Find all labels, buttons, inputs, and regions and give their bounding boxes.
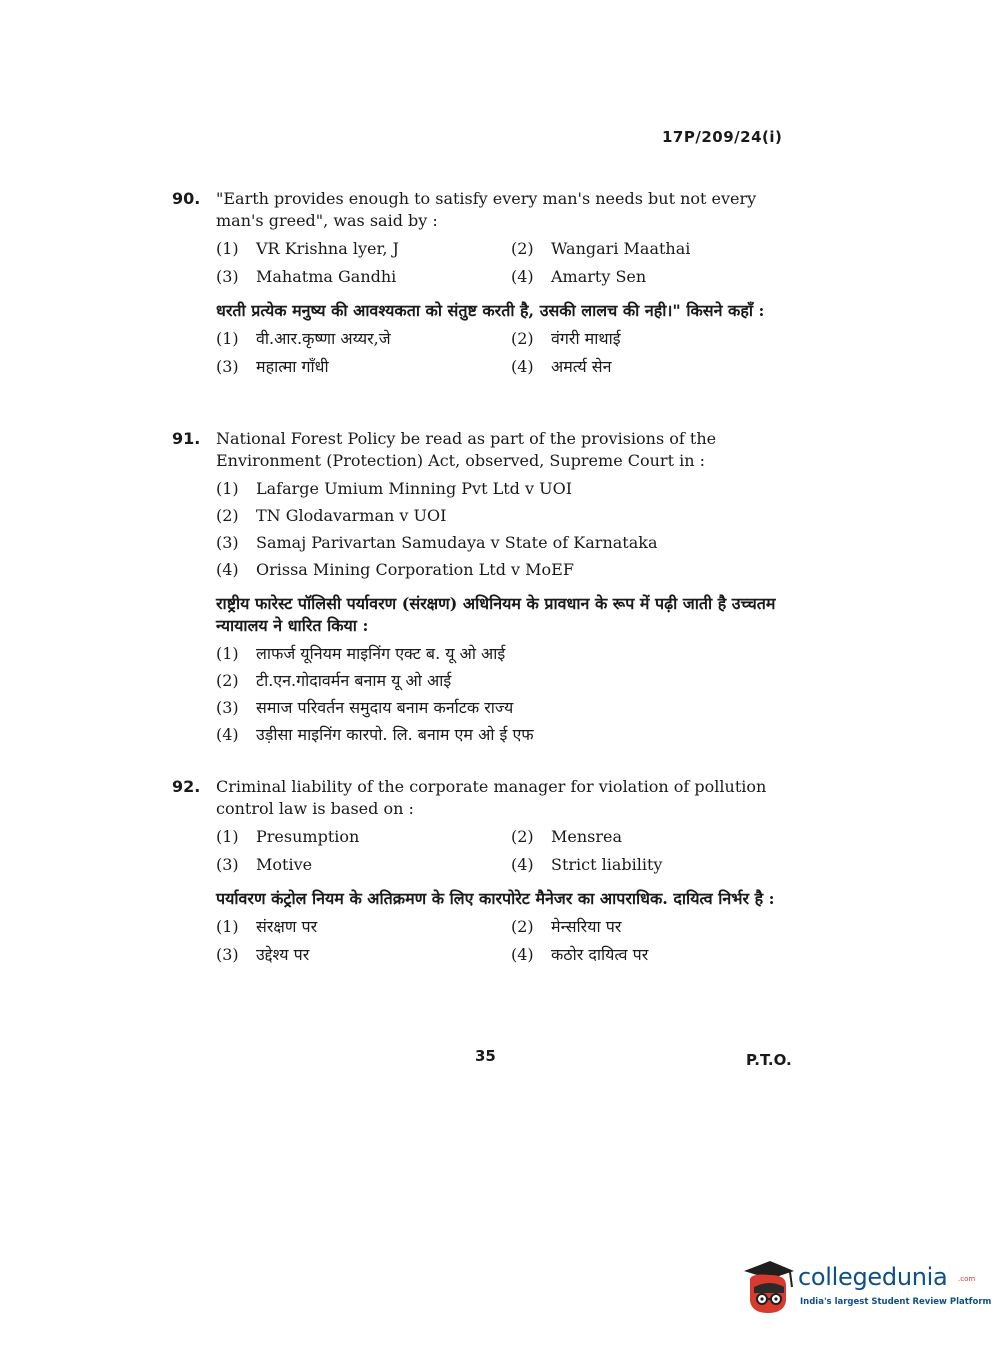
option-3: (3) Samaj Parivartan Samudaya v State of Karnataka [216, 533, 658, 552]
question-number: 91. [172, 429, 201, 448]
collegedunia-logo [740, 1257, 992, 1317]
hindi-option-3: (3) महात्मा गाँधी [216, 357, 329, 376]
question-90 [172, 188, 807, 378]
question-text-hindi: राष्ट्रीय फारेस्ट पॉलिसी पर्यावरण (संरक्षण) अधिनियम के प्रावधान के रूप में पढ़ी जाती है उच्चतम न्यायालय ने धारित किया : [216, 594, 776, 635]
options-english [216, 478, 807, 581]
paper-code: 17P/209/24(i) [662, 128, 783, 146]
question-91 [172, 428, 807, 751]
question-number: 90. [172, 189, 201, 208]
option-3: (3) Motive [216, 855, 313, 874]
question-text-hindi: धरती प्रत्येक मनुष्य की आवश्यकता को संतुष्ट करती है, उसकी लालच की नही।" किसने कहाँ : [216, 301, 765, 320]
logo-suffix: .com [958, 1275, 976, 1283]
option-1: (1) VR Krishna lyer, J [216, 239, 399, 258]
option-2: (2) Wangari Maathai [511, 239, 691, 258]
hindi-option-2: (2) टी.एन.गोदावर्मन बनाम यू ओ आई [216, 671, 452, 690]
mascot-icon [740, 1257, 796, 1317]
hindi-option-1: (1) लाफर्ज यूनियम माइनिंग एक्ट ब. यू ओ आई [216, 644, 506, 663]
hindi-option-3: (3) उद्देश्य पर [216, 945, 310, 964]
option-2: (2) TN Glodavarman v UOI [216, 506, 447, 525]
question-text: "Earth provides enough to satisfy every man's needs but not every man's greed", was said by : [216, 189, 757, 230]
options-english [216, 238, 807, 288]
options-hindi [216, 643, 807, 746]
hindi-option-1: (1) वी.आर.कृष्णा अय्यर,जे [216, 329, 391, 348]
question-92 [172, 776, 807, 966]
question-text: Criminal liability of the corporate manager for violation of pollution control law is based on : [216, 777, 767, 818]
option-4: (4) Strict liability [511, 855, 663, 874]
option-1: (1) Presumption [216, 827, 360, 846]
option-3: (3) Mahatma Gandhi [216, 267, 397, 286]
option-1: (1) Lafarge Umium Minning Pvt Ltd v UOI [216, 479, 573, 498]
question-number: 92. [172, 777, 201, 796]
hindi-option-3: (3) समाज परिवर्तन समुदाय बनाम कर्नाटक राज्य [216, 698, 514, 717]
pto-label: P.T.O. [746, 1051, 792, 1069]
option-2: (2) Mensrea [511, 827, 623, 846]
hindi-option-4: (4) उड़ीसा माइनिंग कारपो. लि. बनाम एम ओ ई एफ [216, 725, 534, 744]
page-number: 35 [475, 1047, 496, 1065]
options-hindi [216, 916, 807, 966]
hindi-option-1: (1) संरक्षण पर [216, 917, 318, 936]
hindi-option-2: (2) मेन्सरिया पर [511, 917, 622, 936]
hindi-option-4: (4) कठोर दायित्व पर [511, 945, 649, 964]
question-text: National Forest Policy be read as part of the provisions of the Environment (Protection) Act, observed, Supreme Court in : [216, 429, 717, 470]
options-english [216, 826, 807, 876]
option-4: (4) Amarty Sen [511, 267, 647, 286]
hindi-option-4: (4) अमर्त्य सेन [511, 357, 612, 376]
option-4: (4) Orissa Mining Corporation Ltd v MoEF [216, 560, 574, 579]
question-text-hindi: पर्यावरण कंट्रोल नियम के अतिक्रमण के लिए कारपोरेट मैनेजर का आपराधिक. दायित्व निर्भर है : [216, 889, 775, 908]
options-hindi [216, 328, 807, 378]
logo-wordmark: collegedunia [798, 1263, 948, 1291]
logo-tagline: India's largest Student Review Platform [800, 1297, 992, 1307]
hindi-option-2: (2) वंगरी माथाई [511, 329, 621, 348]
